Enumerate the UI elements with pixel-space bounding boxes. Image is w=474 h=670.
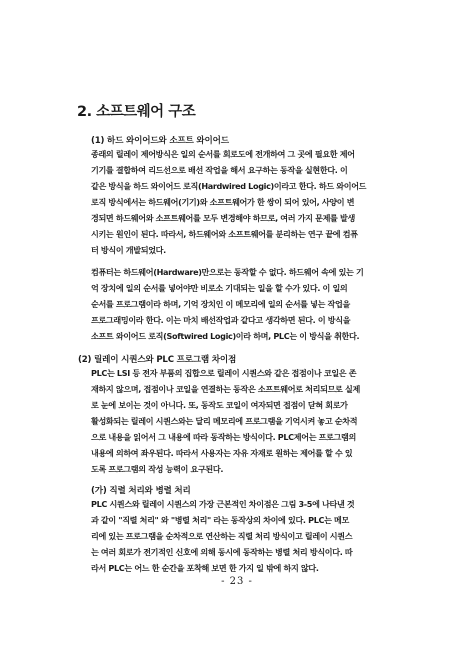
paragraph-line: 컴퓨터는 하드웨어(Hardware)만으로는 동작할 수 없다. 하드웨어 속에 있는 기 <box>91 267 364 277</box>
paragraph-line: 기기를 결합하여 리드선으로 배선 작업을 해서 요구하는 동작을 실현한다. 이 <box>91 165 348 175</box>
paragraph-line: 시키는 원인이 된다. 따라서, 하드웨어와 소프트웨어를 분리하는 연구 끝에 컴퓨 <box>91 229 358 239</box>
paragraph-line: 도록 프로그램의 작성 능력이 요구된다. <box>91 464 224 474</box>
paragraph-line: 억 장치에 일의 순서를 넣어야만 비로소 기대되는 일을 할 수가 있다. 이 일의 <box>91 283 348 293</box>
paragraph-line: 같은 방식을 하드 와이어드 로직(Hardwired Logic)이라고 한다. 하드 와이어드 <box>91 181 367 191</box>
page-number: - 23 - <box>221 576 253 587</box>
paragraph-line: 과 같이 "직렬 처리" 와 "병렬 처리" 라는 동작상의 차이에 있다. PLC는 메모 <box>91 515 349 525</box>
paragraph-line: 내용에 의하여 좌우된다. 따라서 사용자는 자유 자재로 원하는 제어를 할 수 있 <box>91 448 353 458</box>
paragraph-line: PLC 시퀀스와 릴레이 시퀀스의 가장 근본적인 차이점은 그림 3-5에 나타낸 것 <box>91 499 355 509</box>
paragraph-line: 경되면 하드웨어와 소프트웨어를 모두 변경해야 하므로, 여러 가지 문제를 발생 <box>91 213 355 223</box>
paragraph-line: 재하지 않으며, 접점이나 코일을 연결하는 동작은 소프트웨어로 처리되므로 실제 <box>91 384 360 394</box>
subsection-1-heading: (1) 하드 와이어드와 소프트 와이어드 <box>91 136 229 146</box>
paragraph-line: 프로그래밍이라 한다. 이는 마치 배선작업과 같다고 생각하면 된다. 이 방식을 <box>91 315 351 325</box>
subsection-3-heading: (가) 직렬 처리와 병렬 처리 <box>91 486 191 496</box>
paragraph-line: 리에 있는 프로그램을 순차적으로 연산하는 직렬 처리 방식이고 릴레이 시퀀스 <box>91 531 353 541</box>
section-title: 2. 소프트웨어 구조 <box>77 104 196 120</box>
paragraph-line: 라서 PLC는 어느 한 순간을 포착해 보면 한 가지 일 밖에 하지 않다. <box>91 563 319 573</box>
paragraph-line: 터 방식이 개발되었다. <box>91 245 166 255</box>
paragraph-line: 순서를 프로그램이라 하며, 기억 장치인 이 메모리에 일의 순서를 넣는 작업을 <box>91 299 350 309</box>
paragraph-line: 로직 방식에서는 하드웨어(기기)와 소프트웨어가 한 쌍이 되어 있어, 사양이 변 <box>91 197 355 207</box>
paragraph-line: 는 여러 회로가 전기적인 신호에 의해 동시에 동작하는 병렬 처리 방식이다. 따 <box>91 547 353 557</box>
paragraph-line: PLC는 LSI 등 전자 부품의 집합으로 릴레이 시퀀스와 같은 접점이나 코일은 존 <box>91 368 357 378</box>
paragraph-line: 활성화되는 릴레이 시퀀스와는 달리 메모리에 프로그램을 기억시켜 놓고 순차적 <box>91 416 358 426</box>
paragraph-line: 로 눈에 보이는 것이 아니다. 또, 동작도 코일이 여자되면 접점이 닫혀 회로가 <box>91 400 348 410</box>
paragraph-line: 소프트 와이어드 로직(Softwired Logic)이라 하며, PLC는 이 방식을 취한다. <box>91 331 360 341</box>
subsection-2-heading: (2) 릴레이 시퀀스와 PLC 프로그램 차이점 <box>78 355 237 365</box>
paragraph-line: 종래의 릴레이 제어방식은 일의 순서를 회로도에 전개하여 그 곳에 필요한 제어 <box>91 149 355 159</box>
paragraph-line: 으로 내용을 읽어서 그 내용에 따라 동작하는 방식이다. PLC제어는 프로그램의 <box>91 432 356 442</box>
